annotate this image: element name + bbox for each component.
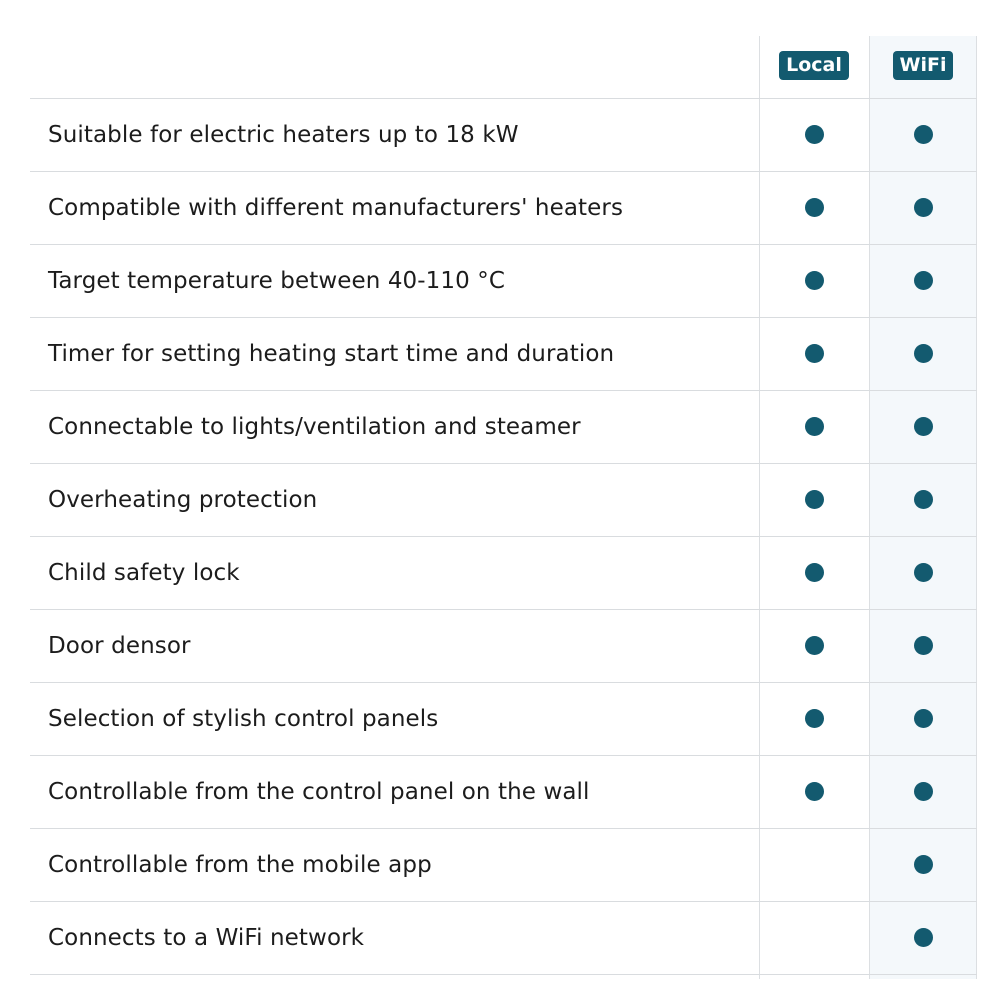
local-support-cell [759, 756, 869, 828]
feature-comparison-table [30, 36, 977, 975]
feature-label: Suitable for electric heaters up to 18 kW [48, 122, 519, 148]
local-badge: Local [779, 51, 849, 80]
supported-dot-icon [914, 709, 933, 728]
supported-dot-icon [914, 490, 933, 509]
table-row [30, 902, 977, 975]
supported-dot-icon [914, 271, 933, 290]
supported-dot-icon [914, 782, 933, 801]
wifi-support-cell [869, 318, 977, 390]
table-row [30, 537, 977, 610]
table-row [30, 610, 977, 683]
table-row [30, 829, 977, 902]
wifi-support-cell [869, 683, 977, 755]
supported-dot-icon [805, 344, 824, 363]
supported-dot-icon [914, 125, 933, 144]
supported-dot-icon [914, 563, 933, 582]
wifi-support-cell [869, 829, 977, 901]
wifi-support-cell [869, 537, 977, 609]
table-body [30, 99, 977, 975]
wifi-support-cell [869, 756, 977, 828]
feature-label: Controllable from the mobile app [48, 852, 432, 878]
feature-label: Selection of stylish control panels [48, 706, 439, 732]
feature-label: Connects to a WiFi network [48, 925, 365, 951]
table-row [30, 391, 977, 464]
wifi-support-cell [869, 902, 977, 974]
supported-dot-icon [805, 782, 824, 801]
table-row [30, 318, 977, 391]
local-support-cell [759, 610, 869, 682]
table-row [30, 464, 977, 537]
header-wifi-cell [869, 36, 977, 98]
supported-dot-icon [914, 344, 933, 363]
supported-dot-icon [914, 636, 933, 655]
supported-dot-icon [805, 636, 824, 655]
local-support-cell [759, 318, 869, 390]
supported-dot-icon [805, 271, 824, 290]
local-support-cell [759, 245, 869, 317]
table-row [30, 245, 977, 318]
table-row [30, 172, 977, 245]
table-row [30, 756, 977, 829]
local-support-cell [759, 683, 869, 755]
wifi-support-cell [869, 172, 977, 244]
header-local-cell [759, 36, 869, 98]
wifi-support-cell [869, 610, 977, 682]
supported-dot-icon [805, 125, 824, 144]
wifi-support-cell [869, 245, 977, 317]
feature-label: Connectable to lights/ventilation and steamer [48, 414, 581, 440]
local-support-cell [759, 537, 869, 609]
wifi-badge: WiFi [893, 51, 954, 80]
supported-dot-icon [805, 490, 824, 509]
local-support-cell [759, 99, 869, 171]
table-row [30, 683, 977, 756]
feature-label: Overheating protection [48, 487, 318, 513]
supported-dot-icon [914, 198, 933, 217]
local-support-cell [759, 391, 869, 463]
feature-label: Target temperature between 40-110 °C [48, 268, 506, 294]
supported-dot-icon [805, 417, 824, 436]
supported-dot-icon [914, 855, 933, 874]
wifi-support-cell [869, 99, 977, 171]
supported-dot-icon [805, 709, 824, 728]
supported-dot-icon [805, 198, 824, 217]
wifi-support-cell [869, 391, 977, 463]
feature-label: Controllable from the control panel on the wall [48, 779, 590, 805]
feature-label: Child safety lock [48, 560, 240, 586]
supported-dot-icon [805, 563, 824, 582]
supported-dot-icon [914, 928, 933, 947]
wifi-support-cell [869, 464, 977, 536]
local-support-cell [759, 829, 869, 901]
feature-label: Door densor [48, 633, 191, 659]
feature-label: Timer for setting heating start time and duration [48, 341, 615, 367]
table-header-row [30, 36, 977, 99]
local-support-cell [759, 902, 869, 974]
supported-dot-icon [914, 417, 933, 436]
local-support-cell [759, 172, 869, 244]
local-support-cell [759, 464, 869, 536]
feature-label: Compatible with different manufacturers' heaters [48, 195, 624, 221]
table-row [30, 99, 977, 172]
